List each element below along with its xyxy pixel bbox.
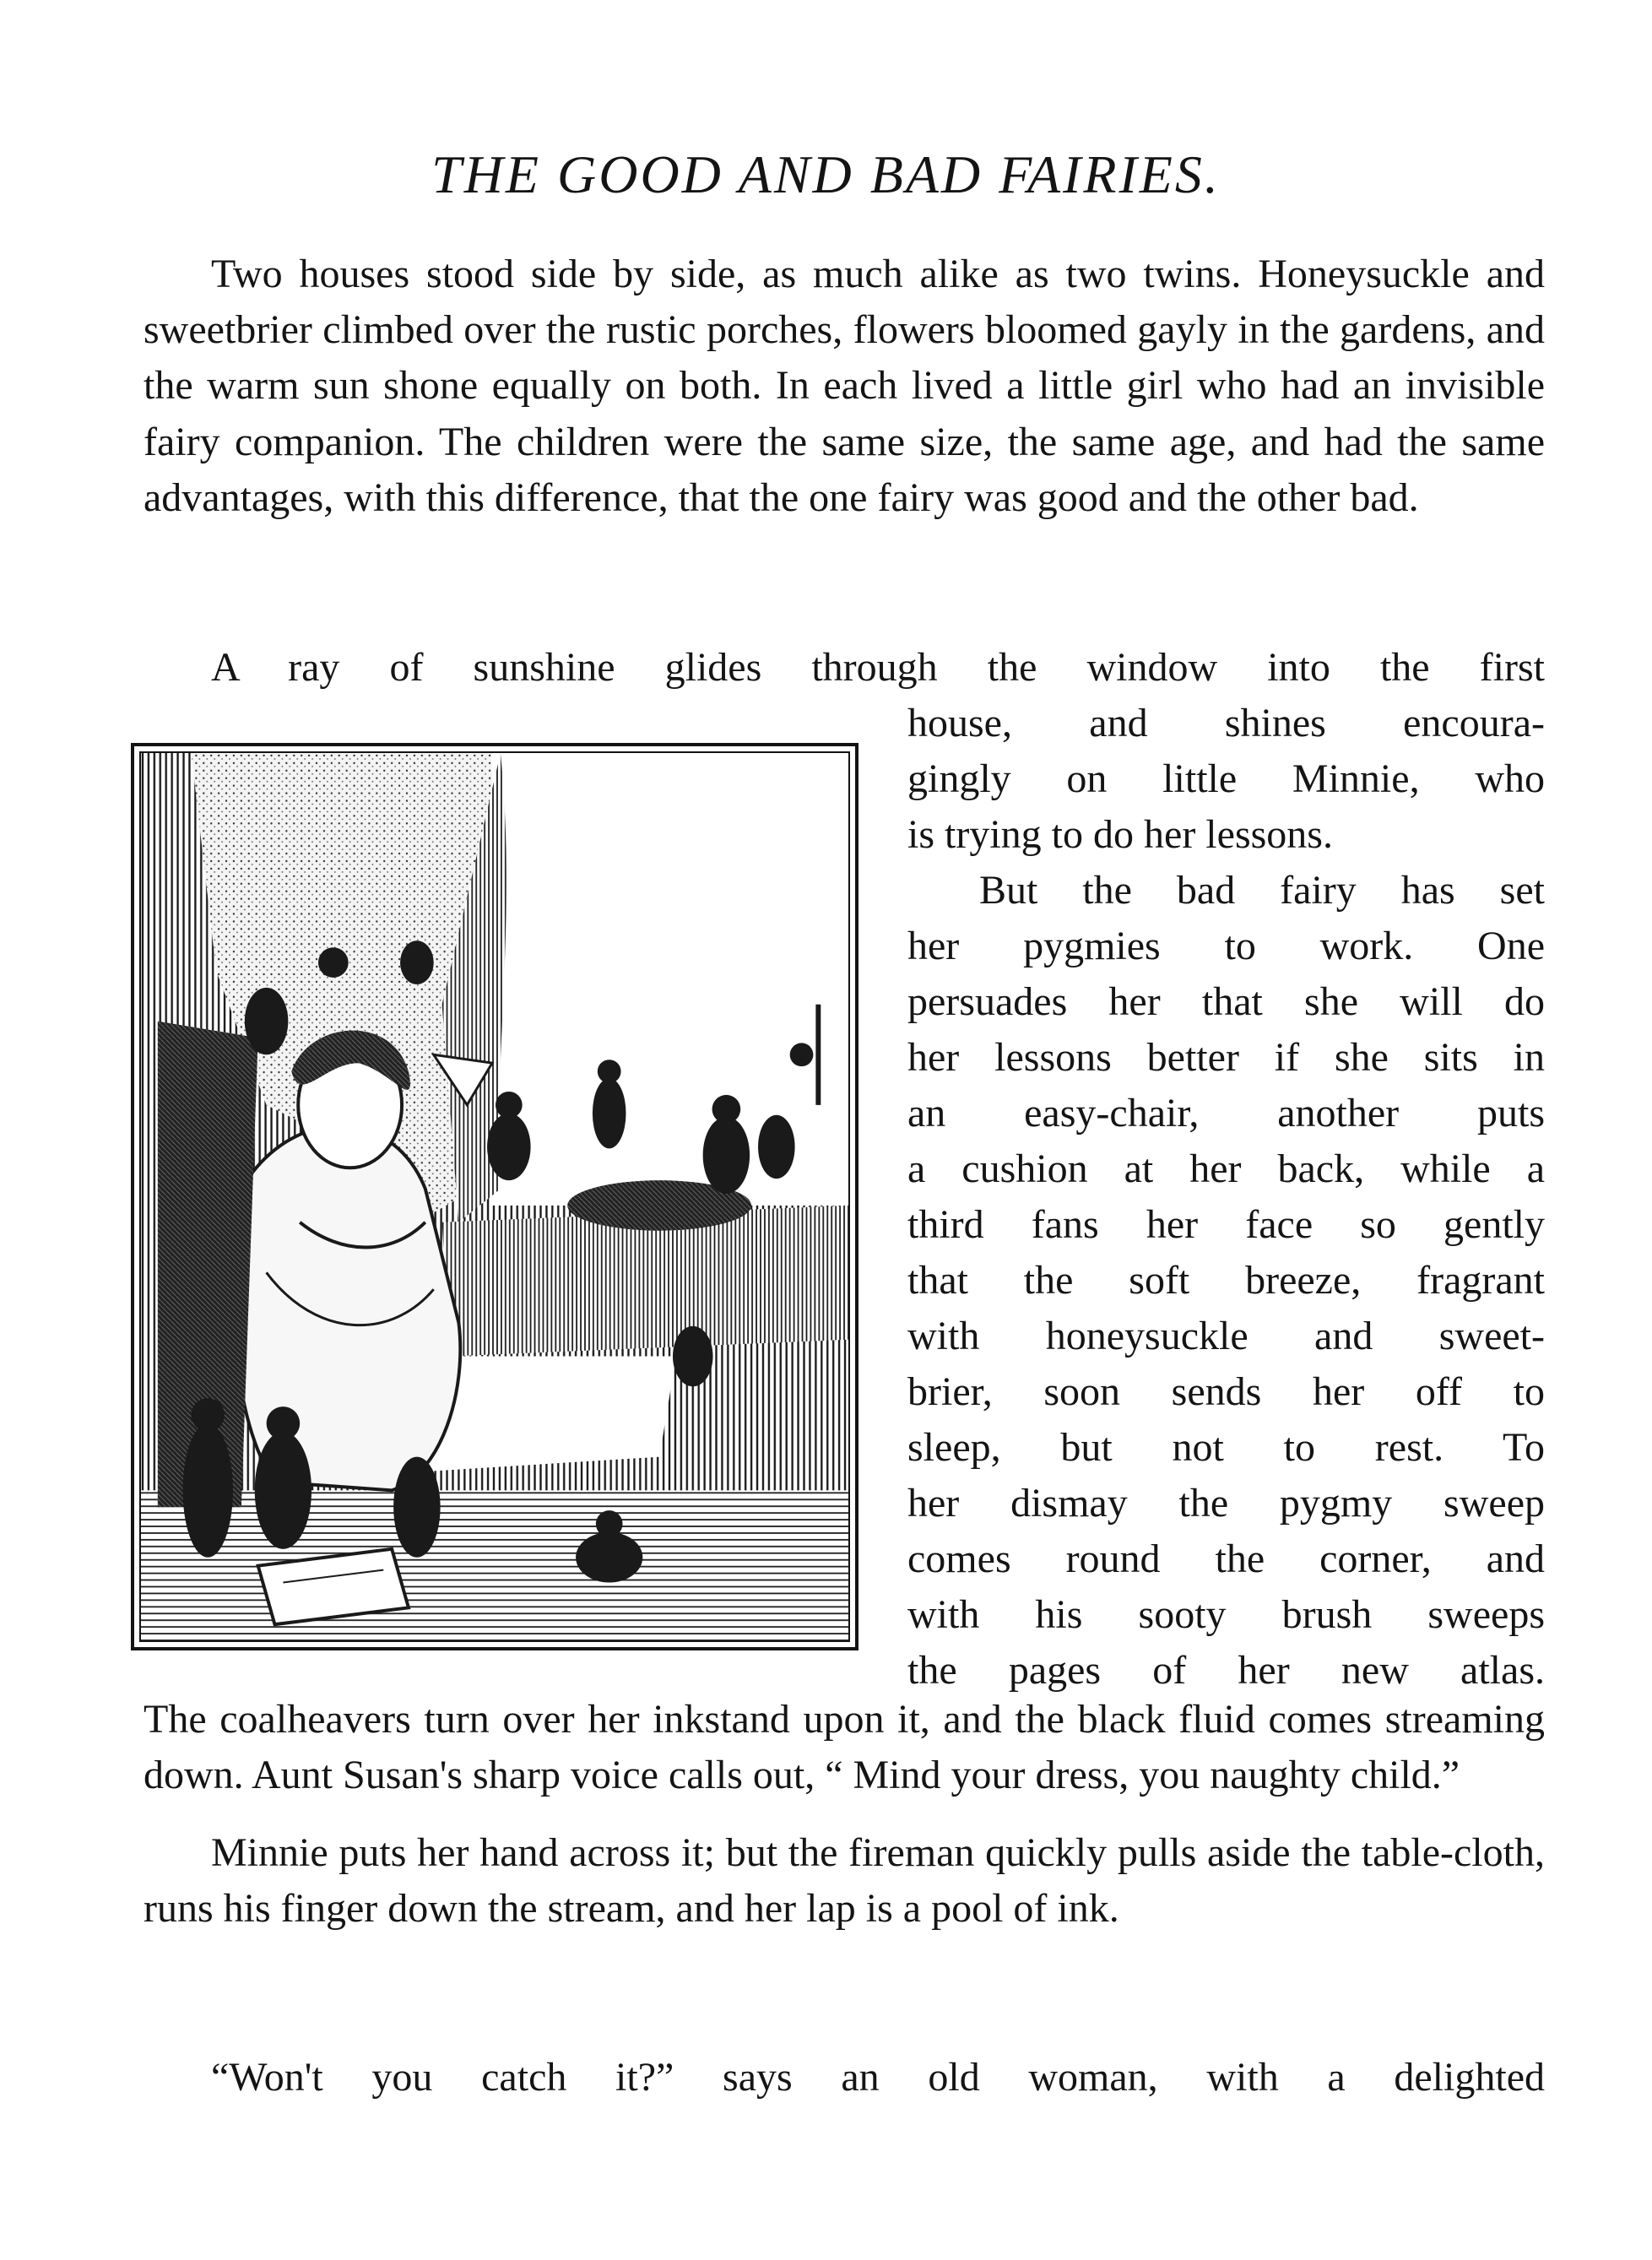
side-line-2: gingly on little Minnie, who xyxy=(907,756,1545,801)
engraving-picture xyxy=(141,753,848,1640)
side-line-14: sleep, but not to rest. To xyxy=(907,1425,1545,1470)
side-line-4: But the bad fairy has set xyxy=(979,868,1545,913)
side-line-11: that the soft breeze, fragrant xyxy=(907,1258,1545,1303)
paragraph-4-line-1: “Won't you catch it?” says an old woman, with a delighted xyxy=(211,2055,1545,2100)
side-line-8: an easy-chair, another puts xyxy=(907,1091,1545,1135)
side-line-10: third fans her face so gently xyxy=(907,1202,1545,1247)
side-line-1: house, and shines encoura- xyxy=(907,701,1545,745)
side-line-6: persuades her that she will do xyxy=(907,979,1545,1024)
illustration-image xyxy=(139,751,850,1642)
side-line-12: with honeysuckle and sweet- xyxy=(907,1314,1545,1358)
side-line-3: is trying to do her lessons. xyxy=(907,812,1333,857)
side-line-9: a cushion at her back, while a xyxy=(907,1146,1545,1191)
paragraph-2-line-1: A ray of sunshine glides through the window into the first xyxy=(211,645,1545,690)
illustration-frame xyxy=(131,743,858,1650)
side-line-7: her lessons better if she sits in xyxy=(907,1035,1545,1080)
side-line-18: the pages of her new atlas. xyxy=(907,1648,1545,1693)
paragraph-1: Two houses stood side by side, as much alike as two twins. Honeysuckle and sweetbrier climbed over the rustic porches, flowers bloomed gayly in the gardens, and the warm sun shone equally on both. In each lived a little girl who had an invisible fairy companion. The children were the same size, the same age, and had the same advantages, with this difference, that the one fairy was good and the other bad. xyxy=(144,252,1545,520)
side-line-17: with his sooty brush sweeps xyxy=(907,1592,1545,1637)
side-line-13: brier, soon sends her off to xyxy=(907,1369,1545,1414)
page-title: THE GOOD AND BAD FAIRIES. xyxy=(431,144,1221,204)
side-line-15: her dismay the pygmy sweep xyxy=(907,1481,1545,1526)
side-line-16: comes round the corner, and xyxy=(907,1536,1545,1581)
side-line-5: her pygmies to work. One xyxy=(907,924,1545,968)
paragraph-3: Minnie puts her hand across it; but the fireman quickly pulls aside the table-cloth, runs his finger down the stream, and her lap is a pool of ink. xyxy=(144,1830,1545,1932)
paragraph-2-continued: The coalheavers turn over her inkstand upon it, and the black fluid comes streaming down. Aunt Susan's sharp voice calls out, “ Mind your dress, you naughty child.” xyxy=(144,1697,1545,1798)
